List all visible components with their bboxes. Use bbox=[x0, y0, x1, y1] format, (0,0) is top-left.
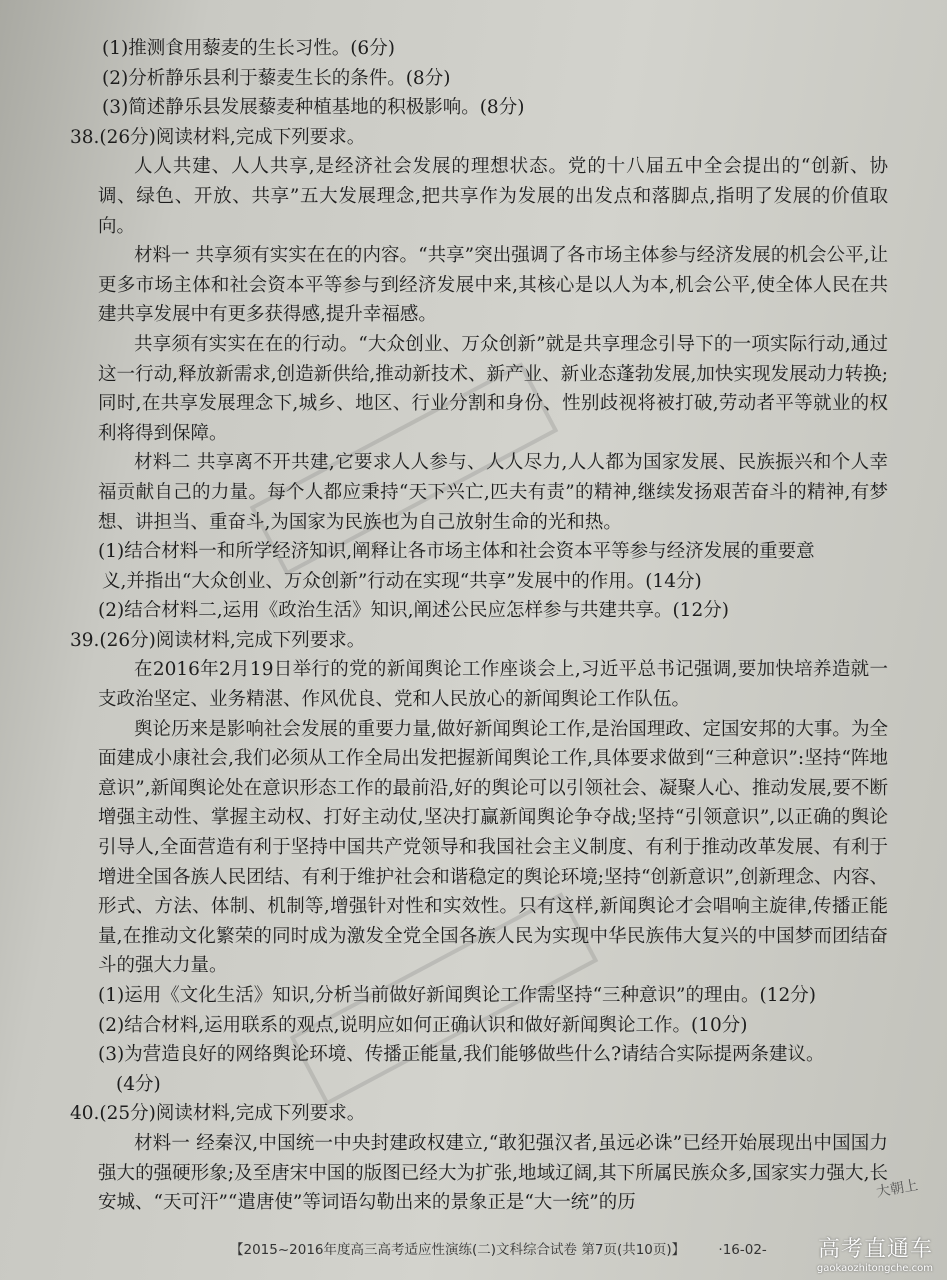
brand-logo bbox=[817, 1232, 933, 1274]
q39-sub-3a: (3)为营造良好的网络舆论环境、传播正能量,我们能够做些什么?请结合实际提两条建议。 bbox=[98, 1044, 825, 1066]
brand-name: 高考直通车 bbox=[817, 1237, 933, 1262]
q37-sub-3: (3)简述静乐县发展藜麦种植基地的积极影响。(8分) bbox=[102, 97, 525, 119]
q39-para-1: 在2016年2月19日举行的党的新闻舆论工作座谈会上,习近平总书记强调,要加快培养造就一支政治坚定、业务精湛、作风优良、党和人民放心的新闻舆论工作队伍。 bbox=[98, 659, 888, 711]
q38-material-1a: 材料一 共享须有实实在在的内容。“共享”突出强调了各市场主体参与经济发展的机会公平,让更多市场主体和社会资本平等参与到经济发展中来,其核心是以人为本,机会公平,使全体人民在共建共享发展中有更多获得感,提升幸福感。 bbox=[98, 245, 888, 326]
q39-para-2: 舆论历来是影响社会发展的重要力量,做好新闻舆论工作,是治国理政、定国安邦的大事。为全面建成小康社会,我们必须从工作全局出发把握新闻舆论工作,具体要求做到“三种意识”:坚持“阵地意识”,新闻舆论处在意识形态工作的最前沿,好的舆论可以引领社会、凝聚人心、推动发展,要不断增强主动性、掌握主动权、打好主动仗,坚决打赢新闻舆论争夺战;坚持“引领意识”,以正确的舆论引导人,全面营造有利于坚持中国共产党领导和我国社会主义制度、有利于推动改革发展、有利于增进全国各族人民团结、有利于维护社会和谐稳定的舆论环境;坚持“创新意识”,创新理念、内容、形式、方法、体制、机制等,增强针对性和实效性。只有这样,新闻舆论才会唱响主旋律,传播正能量,在推动文化繁荣的同时成为激发全党全国各族人民为实现中华民族伟大复兴的中国梦而团结奋斗的强大力量。 bbox=[98, 718, 888, 977]
q38-sub-1b: 义,并指出“大众创业、万众创新”行动在实现“共享”发展中的作用。(14分) bbox=[102, 570, 702, 592]
q38-header: 38.(26分)阅读材料,完成下列要求。 bbox=[70, 126, 366, 148]
q38-sub-1a: (1)结合材料一和所学经济知识,阐释让各市场主体和社会资本平等参与经济发展的重要意 bbox=[98, 541, 815, 563]
footer-code: ·16-02- bbox=[718, 1242, 767, 1258]
q39-header: 39.(26分)阅读材料,完成下列要求。 bbox=[70, 629, 366, 651]
q37-sub-1: (1)推测食用藜麦的生长习性。(6分) bbox=[102, 38, 395, 59]
page-content bbox=[70, 34, 888, 1218]
brand-url: gaokaozhitongche.com bbox=[816, 1263, 933, 1274]
q40-material-1: 材料一 经秦汉,中国统一中央封建政权建立,“敢犯强汉者,虽远必诛”已经开始展现出中国国力强大的强硬形象;及至唐宋中国的版图已经大为扩张,地域辽阔,其下所属民族众多,国家实力强大,长安城、“天可汗”“遣唐使”等词语勾勒出来的景象正是“大一统”的历 bbox=[98, 1132, 888, 1214]
q38-sub-2: (2)结合材料二,运用《政治生活》知识,阐述公民应怎样参与共建共享。(12分) bbox=[98, 600, 729, 622]
q39-sub-1: (1)运用《文化生活》知识,分析当前做好新闻舆论工作需坚持“三种意识”的理由。(12分) bbox=[98, 985, 816, 1006]
handwritten-note: 大朝上 bbox=[875, 1177, 920, 1201]
q39-sub-2: (2)结合材料,运用联系的观点,说明应如何正确认识和做好新闻舆论工作。(10分) bbox=[98, 1014, 748, 1036]
q39-sub-3b: (4分) bbox=[116, 1073, 161, 1095]
page-footer bbox=[230, 1238, 767, 1258]
footer-text: 【2015~2016年度高三高考适应性演练(二)文科综合试卷 第7页(共10页)】 bbox=[230, 1242, 679, 1258]
q38-material-2: 材料二 共享离不开共建,它要求人人参与、人人尽力,人人都为国家发展、民族振兴和个人幸福贡献自己的力量。每个人都应秉持“天下兴亡,匹夫有责”的精神,继续发扬艰苦奋斗的精神,有梦想、讲担当、重奋斗,为国家为民族也为自己放射生命的光和热。 bbox=[98, 452, 888, 533]
q38-intro: 人人共建、人人共享,是经济社会发展的理想状态。党的十八届五中全会提出的“创新、协调、绿色、开放、共享”五大发展理念,把共享作为发展的出发点和落脚点,指明了发展的价值取向。 bbox=[98, 156, 888, 237]
q37-sub-2: (2)分析静乐县利于藜麦生长的条件。(8分) bbox=[102, 67, 451, 89]
q40-header: 40.(25分)阅读材料,完成下列要求。 bbox=[70, 1103, 366, 1125]
q38-material-1b: 共享须有实实在在的行动。“大众创业、万众创新”就是共享理念引导下的一项实际行动,通过这一行动,释放新需求,创造新供给,推动新技术、新产业、新业态蓬勃发展,加快实现发展动力转换;同时,在共享发展理念下,城乡、地区、行业分割和身份、性别歧视将被打破,劳动者平等就业的权利将得到保障。 bbox=[98, 333, 888, 444]
